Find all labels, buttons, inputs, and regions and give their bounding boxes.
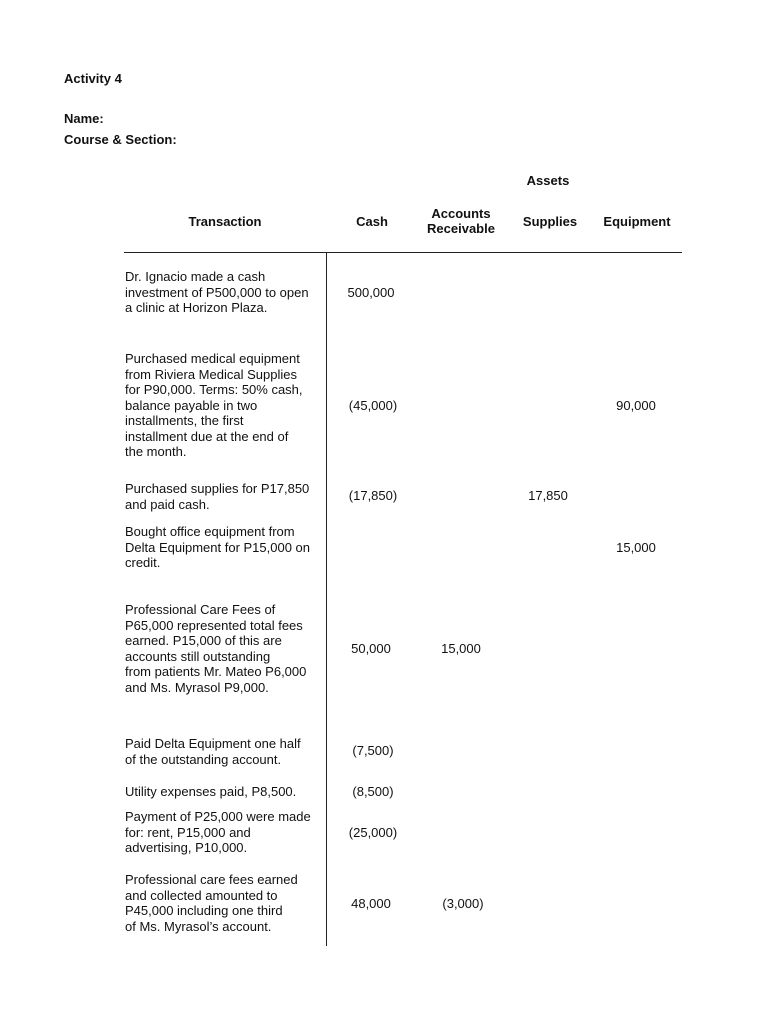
transaction-text: Paid Delta Equipment one half of the outstanding account.	[125, 736, 301, 767]
cash-value: 50,000	[351, 641, 391, 656]
column-divider	[326, 253, 327, 946]
transaction-text: Purchased supplies for P17,850 and paid cash.	[125, 481, 310, 512]
equipment-value: 15,000	[616, 540, 656, 555]
header-rule	[124, 252, 682, 253]
cash-value: (45,000)	[348, 398, 398, 413]
transaction-text: Professional Care Fees of P65,000 represented total fees earned. P15,000 of this are accounts still outstanding from patients Mr. Mateo P6,000 and Ms. Myrasol P9,000.	[125, 602, 307, 695]
cash-value: (8,500)	[352, 784, 394, 799]
name-label: Name:	[64, 111, 104, 126]
cash-value: (17,850)	[348, 488, 398, 503]
assets-group-header: Assets	[526, 173, 570, 188]
cash-column-header: Cash	[356, 214, 388, 229]
transaction-text: Utility expenses paid, P8,500.	[125, 784, 297, 799]
cash-value: 48,000	[351, 896, 391, 911]
accounts-receivable-value: 15,000	[441, 641, 481, 656]
supplies-column-header: Supplies	[522, 214, 578, 229]
transaction-column-header: Transaction	[188, 214, 262, 229]
equipment-value: 90,000	[616, 398, 656, 413]
transaction-text: Purchased medical equipment from Riviera Medical Supplies for P90,000. Terms: 50% cash, balance payable in two installments, the first installment due at the end of the month.	[125, 351, 303, 459]
activity-title: Activity 4	[64, 71, 122, 86]
transaction-text: Professional care fees earned and collected amounted to P45,000 including one third of Ms. Myrasol’s account.	[125, 872, 298, 934]
transaction-text: Dr. Ignacio made a cash investment of P500,000 to open a clinic at Horizon Plaza.	[125, 269, 309, 315]
accounts-receivable-column-header: Accounts Receivable	[427, 206, 495, 236]
accounts-receivable-value: (3,000)	[442, 896, 484, 911]
cash-value: (7,500)	[352, 743, 394, 758]
transaction-text: Payment of P25,000 were made for: rent, P15,000 and advertising, P10,000.	[125, 809, 311, 855]
supplies-value: 17,850	[528, 488, 568, 503]
transaction-text: Bought office equipment from Delta Equipment for P15,000 on credit.	[125, 524, 311, 570]
cash-value: (25,000)	[348, 825, 398, 840]
equipment-column-header: Equipment	[603, 214, 671, 229]
course-section-label: Course & Section:	[64, 132, 177, 147]
cash-value: 500,000	[347, 285, 395, 300]
